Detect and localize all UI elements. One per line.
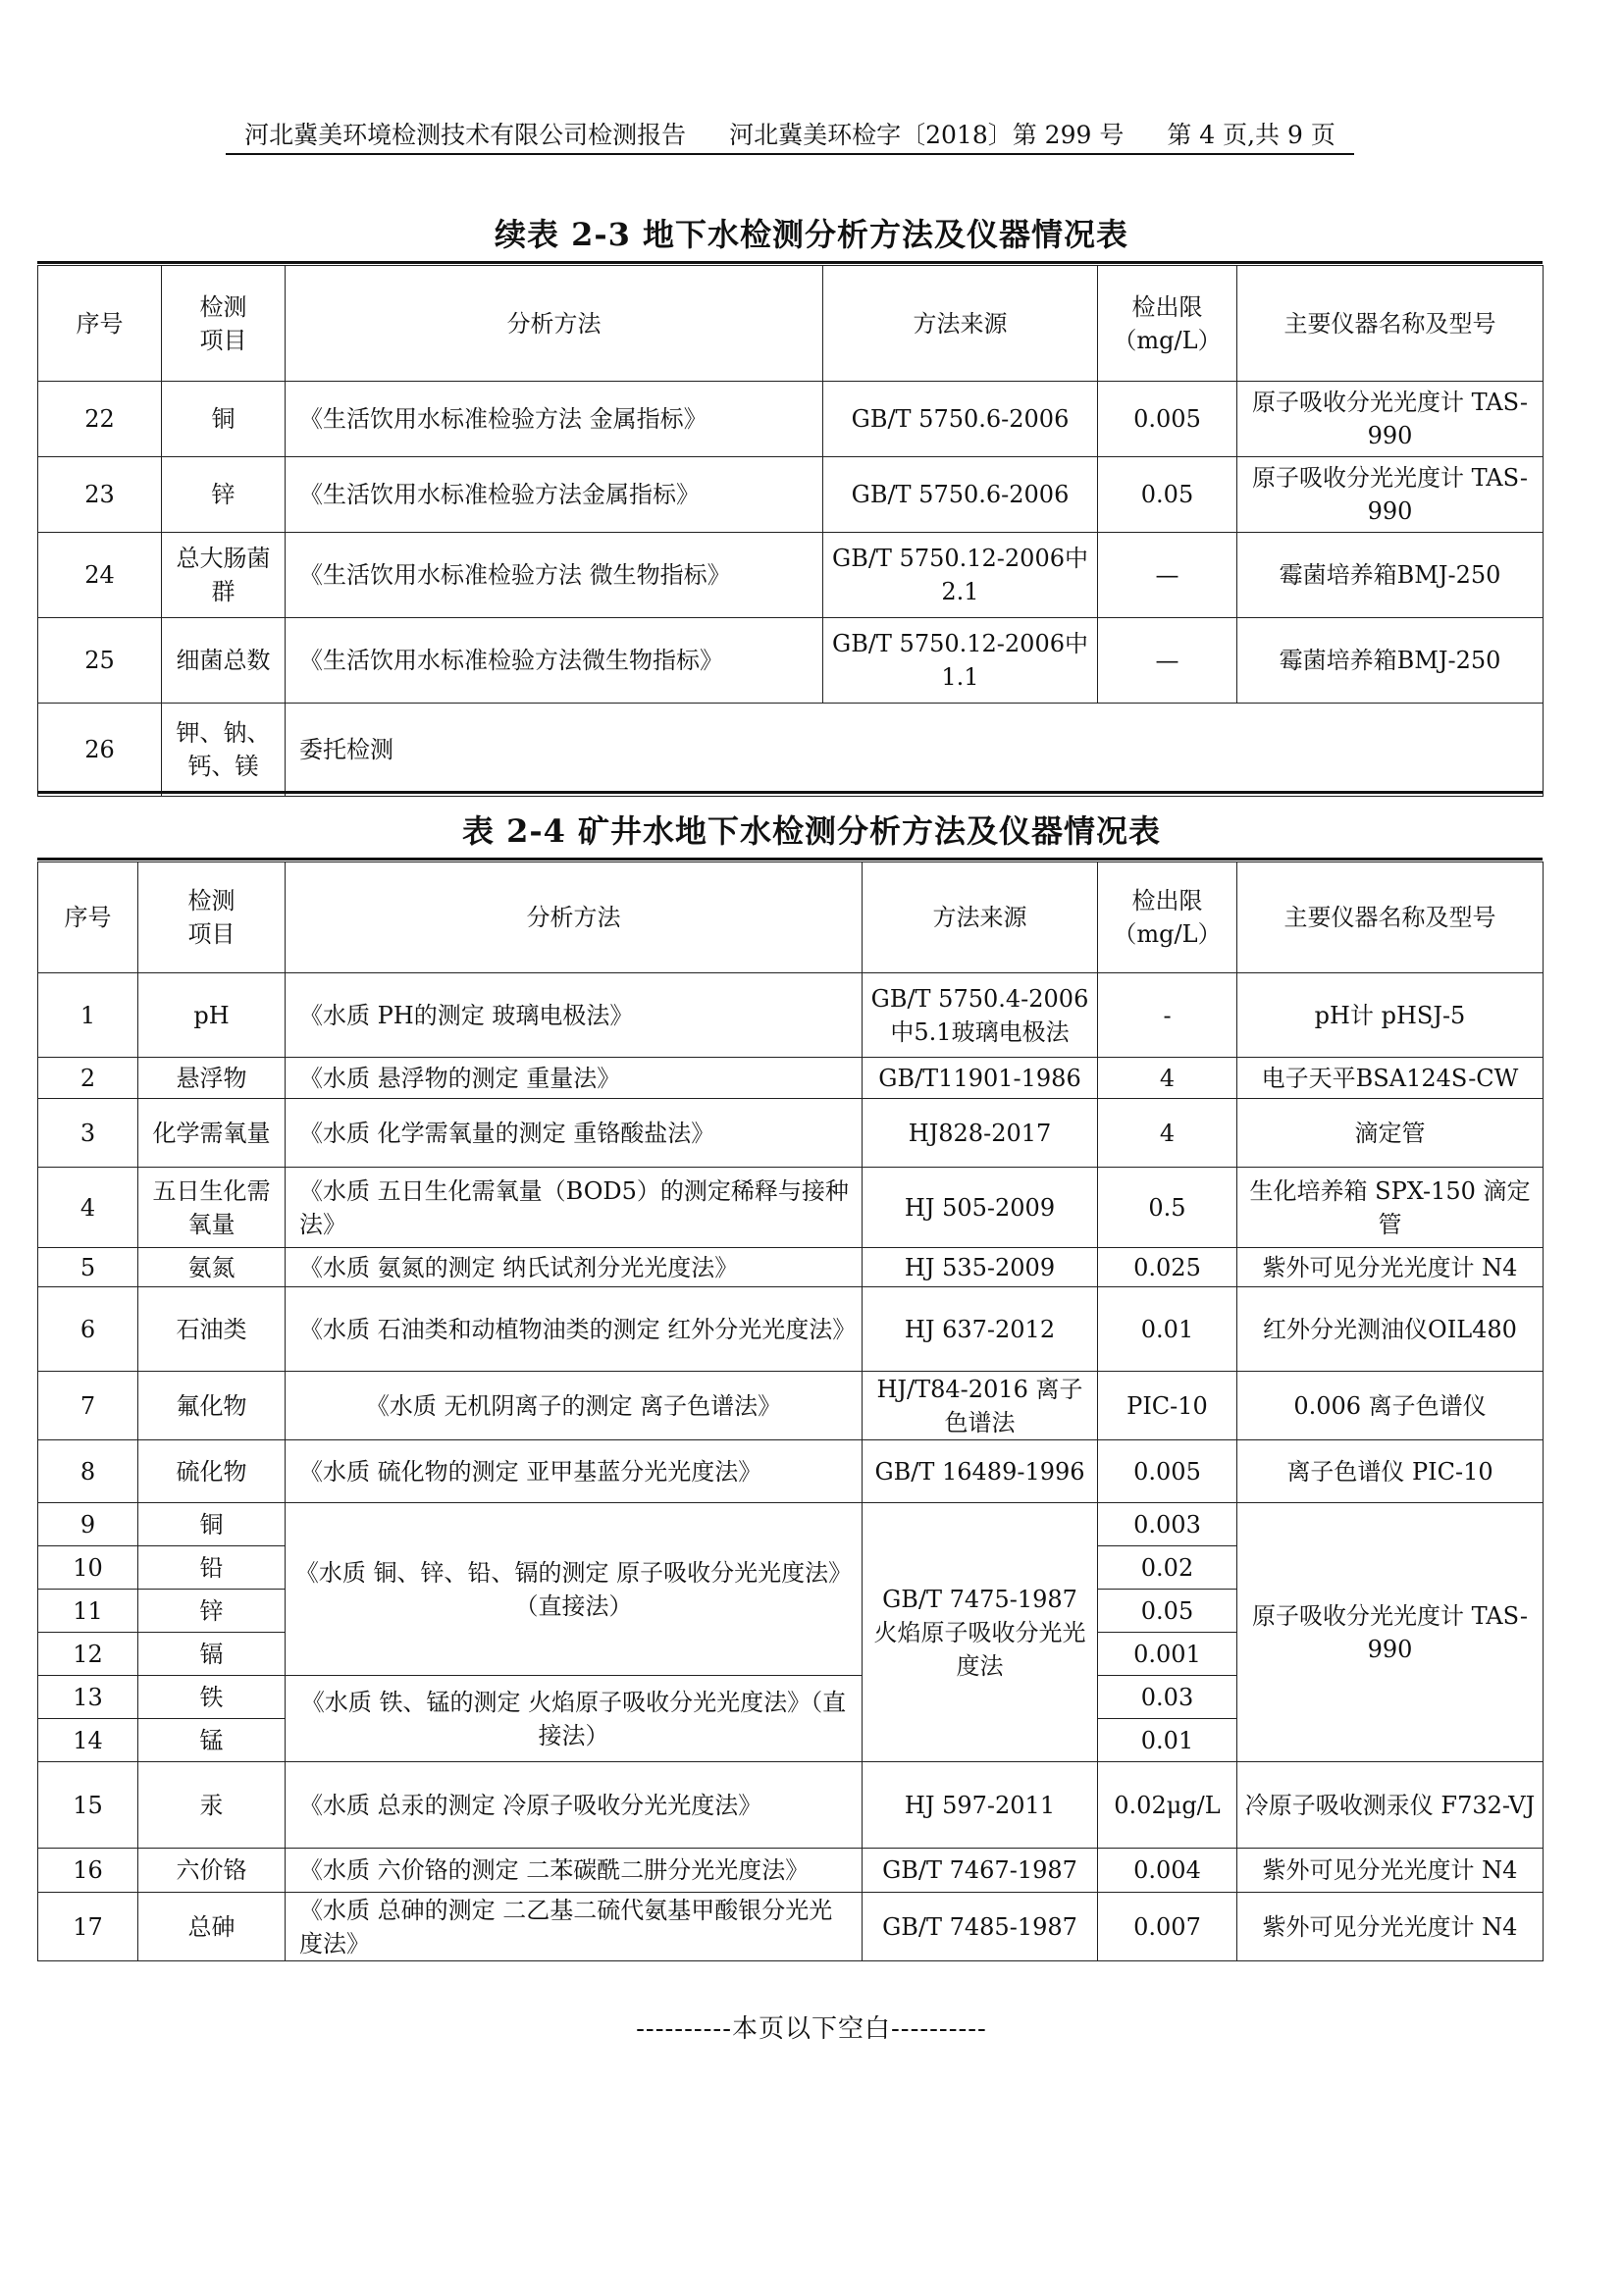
- row-no: 22: [38, 382, 162, 457]
- row-source: GB/T 5750.12-2006中 1.1: [823, 618, 1098, 704]
- row-no: 1: [38, 973, 138, 1058]
- row-item: 锌: [162, 457, 286, 533]
- row-item: 汞: [138, 1762, 286, 1849]
- row-item: 化学需氧量: [138, 1099, 286, 1168]
- row-item: 五日生化需氧量: [138, 1168, 286, 1248]
- row-limit: 0.02μg/L: [1098, 1762, 1237, 1849]
- table2-header-limit: [1098, 862, 1237, 973]
- row-source: GB/T 5750.6-2006: [823, 457, 1098, 533]
- row-method: 《水质 总砷的测定 二乙基二硫代氨基甲酸银分光光度法》: [286, 1893, 863, 1961]
- table2-header-no: 序号: [38, 862, 138, 973]
- row-instrument: 生化培养箱 SPX-150 滴定管: [1237, 1168, 1544, 1248]
- row-method: 《水质 六价铬的测定 二苯碳酰二肼分光光度法》: [286, 1849, 863, 1893]
- row-instrument: 原子吸收分光光度计 TAS-990: [1237, 457, 1544, 533]
- table1-header-no: 序号: [38, 266, 162, 382]
- row-no: 13: [38, 1676, 138, 1719]
- row-item: pH: [138, 973, 286, 1058]
- row-instrument: 原子吸收分光光度计 TAS-990: [1237, 382, 1544, 457]
- row-source: GB/T 7467-1987: [863, 1849, 1098, 1893]
- row-method: 《水质 化学需氧量的测定 重铬酸盐法》: [286, 1099, 863, 1168]
- row-limit: 0.01: [1098, 1287, 1237, 1372]
- row-no: 15: [38, 1762, 138, 1849]
- report-header: [226, 116, 1354, 151]
- row-instrument: 离子色谱仪 PIC-10: [1237, 1440, 1544, 1503]
- header-rule: [226, 153, 1354, 155]
- row-no: 17: [38, 1893, 138, 1961]
- row-no: 3: [38, 1099, 138, 1168]
- merged-method-a: 《水质 铜、锌、铅、镉的测定 原子吸收分光光度法》（直接法）: [286, 1503, 863, 1676]
- row-limit: 0.5: [1098, 1168, 1237, 1248]
- row-limit: 0.005: [1098, 1440, 1237, 1503]
- row-limit: 0.05: [1098, 457, 1237, 533]
- row-source: HJ/T84-2016 离子色谱法: [863, 1372, 1098, 1440]
- row-instrument: 霉菌培养箱BMJ-250: [1237, 618, 1544, 704]
- row-method: 《水质 五日生化需氧量（BOD5）的测定稀释与接种法》: [286, 1168, 863, 1248]
- row-no: 24: [38, 533, 162, 618]
- row-source: HJ 597-2011: [863, 1762, 1098, 1849]
- row-source: HJ 505-2009: [863, 1168, 1098, 1248]
- row-no: 12: [38, 1633, 138, 1676]
- table1-header-item: [162, 266, 286, 382]
- table-row: [38, 1893, 1544, 1961]
- table1-bottom-rule: [37, 791, 1543, 794]
- row-item: 锰: [138, 1719, 286, 1762]
- row-method: 《水质 无机阴离子的测定 离子色谱法》: [286, 1372, 863, 1440]
- row-limit: 4: [1098, 1058, 1237, 1099]
- row-item: 氟化物: [138, 1372, 286, 1440]
- table2-header-item-line2: 项目: [187, 920, 236, 948]
- row-source: GB/T 16489-1996: [863, 1440, 1098, 1503]
- table-row: [38, 533, 1544, 618]
- table2: [37, 861, 1543, 1961]
- row-source: GB/T 5750.12-2006中 2.1: [823, 533, 1098, 618]
- table-row: [38, 1099, 1544, 1168]
- table1-header-limit-line2: （mg/L）: [1113, 326, 1222, 354]
- row-no: 8: [38, 1440, 138, 1503]
- row-method: 委托检测: [286, 704, 1544, 797]
- row-item: 铜: [162, 382, 286, 457]
- table-row: [38, 1849, 1544, 1893]
- table1-title: 续表 2-3 地下水检测分析方法及仪器情况表: [494, 216, 1129, 253]
- row-no: 10: [38, 1546, 138, 1590]
- table-row: [38, 1168, 1544, 1248]
- table1-header-source: 方法来源: [823, 266, 1098, 382]
- row-limit: —: [1098, 618, 1237, 704]
- header-company: 河北冀美环境检测技术有限公司检测报告: [244, 121, 687, 149]
- row-limit: PIC-10: [1098, 1372, 1237, 1440]
- row-limit: 0.004: [1098, 1849, 1237, 1893]
- row-item: 铜: [138, 1503, 286, 1546]
- table1: [37, 265, 1543, 797]
- row-limit: 0.01: [1098, 1719, 1237, 1762]
- row-method: 《水质 硫化物的测定 亚甲基蓝分光光度法》: [286, 1440, 863, 1503]
- row-method: 《水质 悬浮物的测定 重量法》: [286, 1058, 863, 1099]
- row-source: GB/T 5750.4-2006 中5.1玻璃电极法: [863, 973, 1098, 1058]
- table2-header-item: [138, 862, 286, 973]
- row-instrument: 0.006 离子色谱仪: [1237, 1372, 1544, 1440]
- row-limit: 0.03: [1098, 1676, 1237, 1719]
- table1-header-limit-line1: 检出限: [1131, 292, 1203, 321]
- row-item: 氨氮: [138, 1248, 286, 1287]
- row-limit: 0.005: [1098, 382, 1237, 457]
- table2-header-row: [38, 862, 1544, 973]
- row-item: 石油类: [138, 1287, 286, 1372]
- table2-top-rule: [37, 858, 1543, 861]
- row-item: 六价铬: [138, 1849, 286, 1893]
- row-limit: 0.003: [1098, 1503, 1237, 1546]
- row-item: 悬浮物: [138, 1058, 286, 1099]
- row-item: 钾、钠、钙、镁: [162, 704, 286, 797]
- table1-header-item-line2: 项目: [199, 326, 247, 354]
- row-limit: -: [1098, 973, 1237, 1058]
- table-row: [38, 1287, 1544, 1372]
- table1-top-rule: [37, 261, 1543, 264]
- row-limit: —: [1098, 533, 1237, 618]
- table-row: [38, 618, 1544, 704]
- row-source: HJ 637-2012: [863, 1287, 1098, 1372]
- row-method: 《生活饮用水标准检验方法 金属指标》: [286, 382, 823, 457]
- row-item: 细菌总数: [162, 618, 286, 704]
- row-no: 14: [38, 1719, 138, 1762]
- row-limit: 0.025: [1098, 1248, 1237, 1287]
- row-instrument: 滴定管: [1237, 1099, 1544, 1168]
- row-method: 《水质 石油类和动植物油类的测定 红外分光光度法》: [286, 1287, 863, 1372]
- row-limit: 0.02: [1098, 1546, 1237, 1590]
- row-no: 9: [38, 1503, 138, 1546]
- row-no: 23: [38, 457, 162, 533]
- row-limit: 4: [1098, 1099, 1237, 1168]
- table-row: [38, 382, 1544, 457]
- row-method: 《生活饮用水标准检验方法 微生物指标》: [286, 533, 823, 618]
- merged-method-b: 《水质 铁、锰的测定 火焰原子吸收分光光度法》（直接法）: [286, 1676, 863, 1762]
- row-method: 《水质 PH的测定 玻璃电极法》: [286, 973, 863, 1058]
- row-no: 25: [38, 618, 162, 704]
- row-no: 26: [38, 704, 162, 797]
- row-instrument: 冷原子吸收测汞仪 F732-VJ: [1237, 1762, 1544, 1849]
- table2-header-source: 方法来源: [863, 862, 1098, 973]
- row-limit: 0.001: [1098, 1633, 1237, 1676]
- row-source: GB/T 7485-1987: [863, 1893, 1098, 1961]
- merged-source: GB/T 7475-1987 火焰原子吸收分光光度法: [863, 1503, 1098, 1762]
- table1-header-limit: [1098, 266, 1237, 382]
- row-no: 6: [38, 1287, 138, 1372]
- row-source: HJ828-2017: [863, 1099, 1098, 1168]
- row-item: 硫化物: [138, 1440, 286, 1503]
- row-no: 4: [38, 1168, 138, 1248]
- table1-header-row: [38, 266, 1544, 382]
- table-row: [38, 1372, 1544, 1440]
- table1-header-method: 分析方法: [286, 266, 823, 382]
- row-instrument: 紫外可见分光光度计 N4: [1237, 1849, 1544, 1893]
- row-instrument: pH计 pHSJ-5: [1237, 973, 1544, 1058]
- row-no: 7: [38, 1372, 138, 1440]
- row-method: 《生活饮用水标准检验方法金属指标》: [286, 457, 823, 533]
- row-method: 《水质 氨氮的测定 纳氏试剂分光光度法》: [286, 1248, 863, 1287]
- table-row: [38, 457, 1544, 533]
- table2-header-limit-line2: （mg/L）: [1113, 920, 1222, 948]
- row-item: 总砷: [138, 1893, 286, 1961]
- header-report-no: 河北冀美环检字〔2018〕第 299 号: [729, 121, 1125, 149]
- row-source: GB/T 5750.6-2006: [823, 382, 1098, 457]
- table1-header-instrument: 主要仪器名称及型号: [1237, 266, 1544, 382]
- row-no: 16: [38, 1849, 138, 1893]
- row-item: 总大肠菌群: [162, 533, 286, 618]
- row-instrument: 红外分光测油仪OIL480: [1237, 1287, 1544, 1372]
- row-no: 2: [38, 1058, 138, 1099]
- row-method: 《水质 总汞的测定 冷原子吸收分光光度法》: [286, 1762, 863, 1849]
- table2-header-item-line1: 检测: [187, 887, 236, 914]
- row-source: HJ 535-2009: [863, 1248, 1098, 1287]
- row-instrument: 霉菌培养箱BMJ-250: [1237, 533, 1544, 618]
- header-page: 第 4 页,共 9 页: [1167, 121, 1335, 149]
- table1-header-item-line1: 检测: [199, 292, 247, 321]
- table2-title: 表 2-4 矿井水地下水检测分析方法及仪器情况表: [461, 812, 1162, 850]
- row-item: 铁: [138, 1676, 286, 1719]
- table2-header-limit-line1: 检出限: [1131, 887, 1203, 914]
- row-item: 镉: [138, 1633, 286, 1676]
- table-row: [38, 704, 1544, 797]
- table-row: [38, 1503, 1544, 1546]
- table-row: [38, 1058, 1544, 1099]
- table-row: [38, 1762, 1544, 1849]
- row-method: 《生活饮用水标准检验方法微生物指标》: [286, 618, 823, 704]
- blank-below-note: ----------本页以下空白----------: [636, 2014, 987, 2044]
- row-limit: 0.007: [1098, 1893, 1237, 1961]
- row-instrument: 紫外可见分光光度计 N4: [1237, 1893, 1544, 1961]
- row-instrument: 电子天平BSA124S-CW: [1237, 1058, 1544, 1099]
- row-no: 11: [38, 1590, 138, 1633]
- table-row: [38, 1248, 1544, 1287]
- table2-header-instrument: 主要仪器名称及型号: [1237, 862, 1544, 973]
- row-item: 铅: [138, 1546, 286, 1590]
- table2-header-method: 分析方法: [286, 862, 863, 973]
- row-source: GB/T11901-1986: [863, 1058, 1098, 1099]
- row-no: 5: [38, 1248, 138, 1287]
- row-instrument: 紫外可见分光光度计 N4: [1237, 1248, 1544, 1287]
- table-row: [38, 1440, 1544, 1503]
- row-limit: 0.05: [1098, 1590, 1237, 1633]
- table-row: [38, 973, 1544, 1058]
- merged-instrument: 原子吸收分光光度计 TAS-990: [1237, 1503, 1544, 1762]
- row-item: 锌: [138, 1590, 286, 1633]
